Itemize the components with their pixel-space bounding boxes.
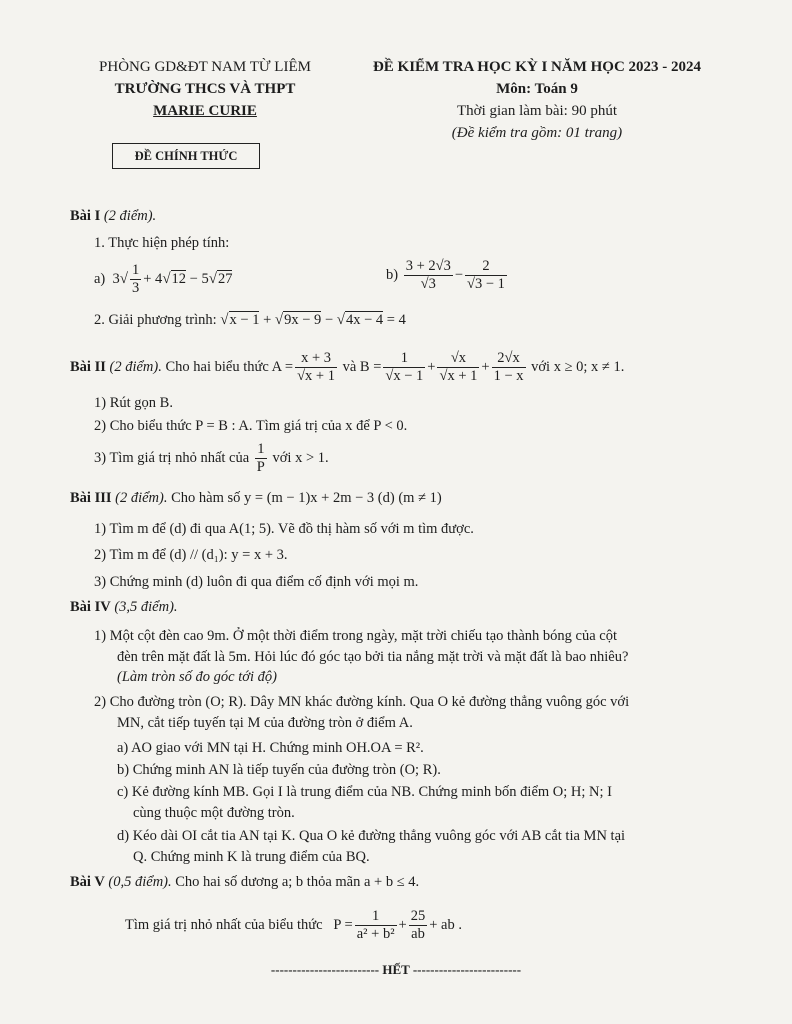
bai4-heading: Bài IV (3,5 điểm). [70, 599, 178, 615]
bai4-qb: b) Chứng minh AN là tiếp tuyến của đường tròn (O; R). [117, 762, 441, 778]
bai3-q2: 2) Tìm m để (d) // (d₁): y = x + 3. [94, 547, 288, 563]
school-name-2: MARIE CURIE [153, 103, 257, 119]
bai2-q2: 2) Cho biểu thức P = B : A. Tìm giá trị của x để P < 0. [94, 418, 408, 434]
bai4-q2-line1: 2) Cho đường tròn (O; R). Dây MN khác đường kính. Qua O kẻ đường thẳng vuông góc với [94, 694, 630, 710]
end-marker: ------------------------- HẾT ------------------------- [270, 962, 522, 977]
bai3-q3: 3) Chứng minh (d) luôn đi qua điểm cố định với mọi m. [94, 574, 419, 590]
bai4-q1-line3: (Làm tròn số đo góc tới độ) [117, 669, 277, 685]
bai4-q1-line2: đèn trên mặt đất là 5m. Hỏi lúc đó góc tạo bởi tia nắng mặt trời và mặt đất là bao nhiêu? [117, 649, 629, 665]
bai4-q1-line1: 1) Một cột đèn cao 9m. Ở một thời điểm trong ngày, mặt trời chiếu tạo thành bóng của cột [94, 628, 617, 644]
subject: Môn: Toán 9 [496, 81, 578, 97]
bai4-qd-line2: Q. Chứng minh K là trung điểm của BQ. [133, 849, 370, 865]
bai2-heading: Bài II (2 điểm). Cho hai biểu thức A = $\frac{x + 3}{√x + 1}$ và B = $\frac{1}{√x - 1}$ + $\frac{√x}{√x + 1}$ + $\frac{2√x}{1 - x}$ với x ≥ 0; x ≠ 1. [70, 350, 625, 384]
bai1-q1: 1. Thực hiện phép tính: [94, 235, 230, 251]
bai5-question: Tìm giá trị nhỏ nhất của biểu thức P = $\frac{1}{\text{a² + b²}}$ + $\frac{25}{ab}$ + ab . [125, 908, 462, 942]
bai2-q3: 3) Tìm giá trị nhỏ nhất của $\frac{1}{P}$ với x > 1. [94, 441, 329, 475]
bai1-heading: Bài I (2 điểm). [70, 208, 157, 224]
bai2-q1: 1) Rút gọn B. [94, 395, 173, 411]
bai4-qc-line2: cùng thuộc một đường tròn. [133, 805, 295, 821]
bai4-qc-line1: c) Kẻ đường kính MB. Gọi I là trung điểm của NB. Chứng minh bốn điểm O; H; N; I [117, 784, 612, 800]
bai3-q1: 1) Tìm m để (d) đi qua A(1; 5). Vẽ đồ thị hàm số với m tìm được. [94, 521, 474, 537]
school-name: TRƯỜNG THCS VÀ THPT [114, 81, 296, 97]
exam-title: ĐỀ KIỂM TRA HỌC KỲ I NĂM HỌC 2023 - 2024 [372, 59, 702, 75]
bai1-q1a: a) 3√ $\frac{1}{3}$ + 4√12 − 5√27 [94, 262, 233, 296]
department-name: PHÒNG GD&ĐT NAM TỪ LIÊM [99, 59, 311, 75]
bai4-q2-line2: MN, cắt tiếp tuyến tại M của đường tròn ở điểm A. [117, 715, 413, 731]
header-left [70, 56, 340, 122]
header-right [332, 56, 742, 144]
bai1-q1b: b) $\frac{3 + 2√3}{√3}$ − $\frac{2}{√3 - 1}$ [386, 258, 505, 292]
bai1-q2: 2. Giải phương trình: √x − 1 + √9x − 9 − √4x − 4 = 4 [94, 312, 406, 328]
bai4-qd-line1: d) Kéo dài OI cắt tia AN tại K. Qua O kẻ đường thẳng vuông góc với AB cắt tia MN tại [117, 828, 626, 844]
bai4-qa: a) AO giao với MN tại H. Chứng minh OH.OA = R². [117, 740, 424, 756]
bai5-heading: Bài V (0,5 điểm). Cho hai số dương a; b thỏa mãn a + b ≤ 4. [70, 874, 420, 890]
page-count: (Đề kiểm tra gồm: 01 trang) [451, 125, 623, 141]
duration: Thời gian làm bài: 90 phút [457, 103, 617, 119]
official-badge: ĐỀ CHÍNH THỨC [112, 143, 260, 169]
bai3-heading: Bài III (2 điểm). Cho hàm số y = (m − 1)x + 2m − 3 (d) (m ≠ 1) [70, 490, 442, 506]
